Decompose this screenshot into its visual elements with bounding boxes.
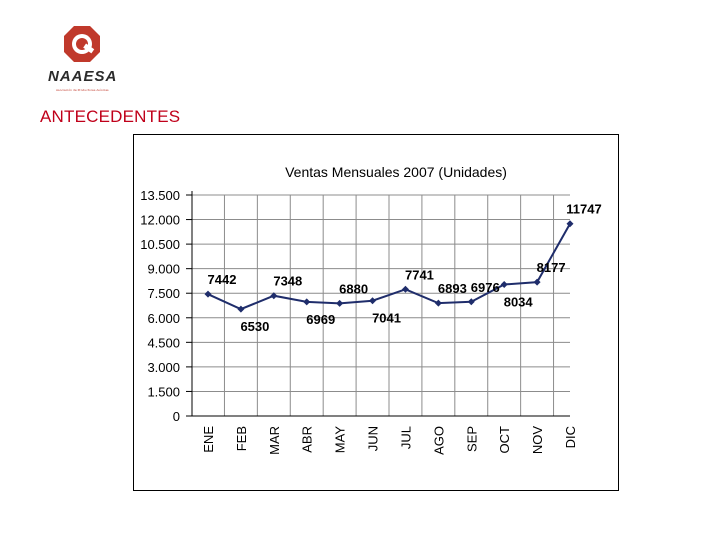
data-point (336, 300, 343, 307)
x-tick-label: ENE (201, 426, 216, 453)
data-label: 6893 (437, 281, 467, 297)
data-label: 7348 (273, 273, 303, 289)
y-tick-label: 0 (172, 409, 180, 424)
logo-tagline: Asociación de Productores Avícolas (56, 88, 109, 92)
x-tick-label: ABR (299, 426, 315, 453)
y-tick-label: 1.500 (147, 384, 180, 400)
data-point (435, 300, 442, 307)
x-tick-label: MAR (266, 426, 282, 455)
x-tick-label: OCT (497, 426, 513, 454)
y-tick-label: 4.500 (147, 335, 180, 351)
chart-title: Ventas Mensuales 2007 (Unidades) (285, 164, 507, 180)
x-tick-label: JUL (398, 426, 414, 450)
data-label: 6530 (240, 319, 270, 335)
data-point (237, 306, 244, 313)
x-tick-label: SEP (464, 426, 480, 453)
data-label: 8177 (536, 260, 566, 276)
data-label: 6969 (306, 311, 336, 327)
data-point (303, 298, 310, 305)
data-label: 7442 (207, 272, 237, 288)
data-point (205, 291, 212, 298)
data-label: 7041 (372, 310, 402, 326)
x-tick-label: AGO (431, 426, 447, 455)
data-label: 11747 (566, 201, 602, 217)
y-tick-label: 13.500 (140, 188, 180, 203)
data-point (468, 298, 475, 305)
x-tick-label: JUN (365, 426, 381, 452)
company-logo (44, 24, 130, 96)
data-label: 8034 (503, 294, 533, 310)
y-tick-label: 10.500 (140, 237, 180, 253)
x-tick-label: NOV (530, 426, 546, 455)
data-label: 6976 (470, 279, 500, 295)
data-label: 6880 (339, 281, 369, 297)
x-tick-label: FEB (233, 426, 249, 452)
y-tick-label: 6.000 (147, 310, 180, 326)
section-title: ANTECEDENTES (40, 107, 181, 126)
x-tick-label: DIC (563, 426, 578, 449)
chart-frame (133, 134, 619, 491)
data-point (402, 286, 409, 293)
data-point (501, 281, 508, 288)
data-point (369, 297, 376, 304)
line-chart (134, 135, 620, 492)
y-tick-label: 9.000 (147, 261, 180, 277)
x-tick-label: MAY (332, 426, 348, 454)
data-label: 7741 (404, 267, 434, 283)
logo-wordmark: NAAESA (48, 68, 118, 85)
y-tick-label: 3.000 (147, 359, 180, 375)
y-tick-label: 7.500 (147, 286, 180, 302)
y-tick-label: 12.000 (140, 212, 180, 228)
